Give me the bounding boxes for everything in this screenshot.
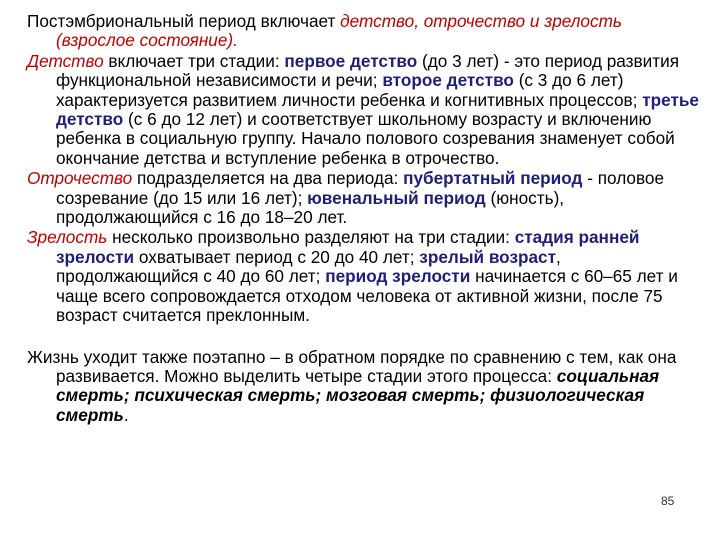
text: охватывает период с 20 до 40 лет; bbox=[134, 246, 420, 267]
term-late-maturity: период зрелости bbox=[325, 266, 471, 287]
text: (до 3 лет) - это период развития функциональной независимости и речи; bbox=[56, 50, 680, 91]
term-first-childhood: первое детство bbox=[284, 50, 418, 71]
text: . bbox=[123, 404, 129, 425]
paragraph-maturity bbox=[27, 228, 705, 325]
term-adolescence: Отрочество bbox=[27, 168, 133, 189]
text: подразделяется на два периода: bbox=[132, 168, 404, 189]
slide-content bbox=[27, 12, 705, 426]
paragraph-stages-of-death bbox=[27, 348, 705, 426]
page-number: 85 bbox=[661, 494, 675, 508]
term-pubertal-period: пубертатный период bbox=[403, 168, 583, 189]
paragraph-postembryonic-period bbox=[27, 12, 705, 51]
term-death-stages: социальная смерть; психическая смерть; мозговая смерть; физиологическая смерть bbox=[56, 365, 660, 425]
text: - половое созревание (до 15 или 16 лет); bbox=[56, 168, 665, 208]
term-childhood: Детство bbox=[27, 50, 104, 71]
text: (с 6 до 12 лет) и соответствует школьному возрасту и включению ребенка в социальную группу. Начало полового созревания знаменует собой окончание детства и вступление ребенка в отрочество. bbox=[56, 109, 675, 168]
text: (с 3 до 6 лет) характеризуется развитием личности ребенка и когнитивных процессов; bbox=[56, 70, 643, 110]
text: Постэмбриональный период включает bbox=[27, 11, 341, 31]
term-maturity: Зрелость bbox=[27, 227, 108, 248]
term-juvenile-period: ювенальный период bbox=[307, 187, 486, 208]
term-stages-list: детство, отрочество и зрелость (взрослое состояние). bbox=[56, 11, 622, 51]
text: (юность), продолжающийся с 16 до 18–20 лет. bbox=[56, 187, 565, 228]
text: начинается с 60–65 лет и чаще всего сопровождается отходом человека от активной жизни, после 75 возраст считается преклонным. bbox=[56, 266, 678, 326]
term-early-maturity: стадия ранней зрелости bbox=[56, 227, 640, 267]
paragraph-childhood bbox=[27, 52, 705, 168]
term-second-childhood: второе детство bbox=[382, 70, 514, 91]
text: Жизнь уходит также поэтапно – в обратном порядке по сравнению с тем, как она развивается. Можно выделить четыре стадии этого процесса: bbox=[27, 346, 677, 386]
text: , продолжающийся с 40 до 60 лет; bbox=[56, 246, 561, 287]
paragraph-adolescence bbox=[27, 169, 705, 227]
text: включает три стадии: bbox=[103, 50, 285, 71]
term-mature-age: зрелый возраст bbox=[419, 246, 557, 267]
text: несколько произвольно разделяют на три стадии: bbox=[107, 227, 515, 248]
term-third-childhood: третье детство bbox=[56, 89, 699, 130]
